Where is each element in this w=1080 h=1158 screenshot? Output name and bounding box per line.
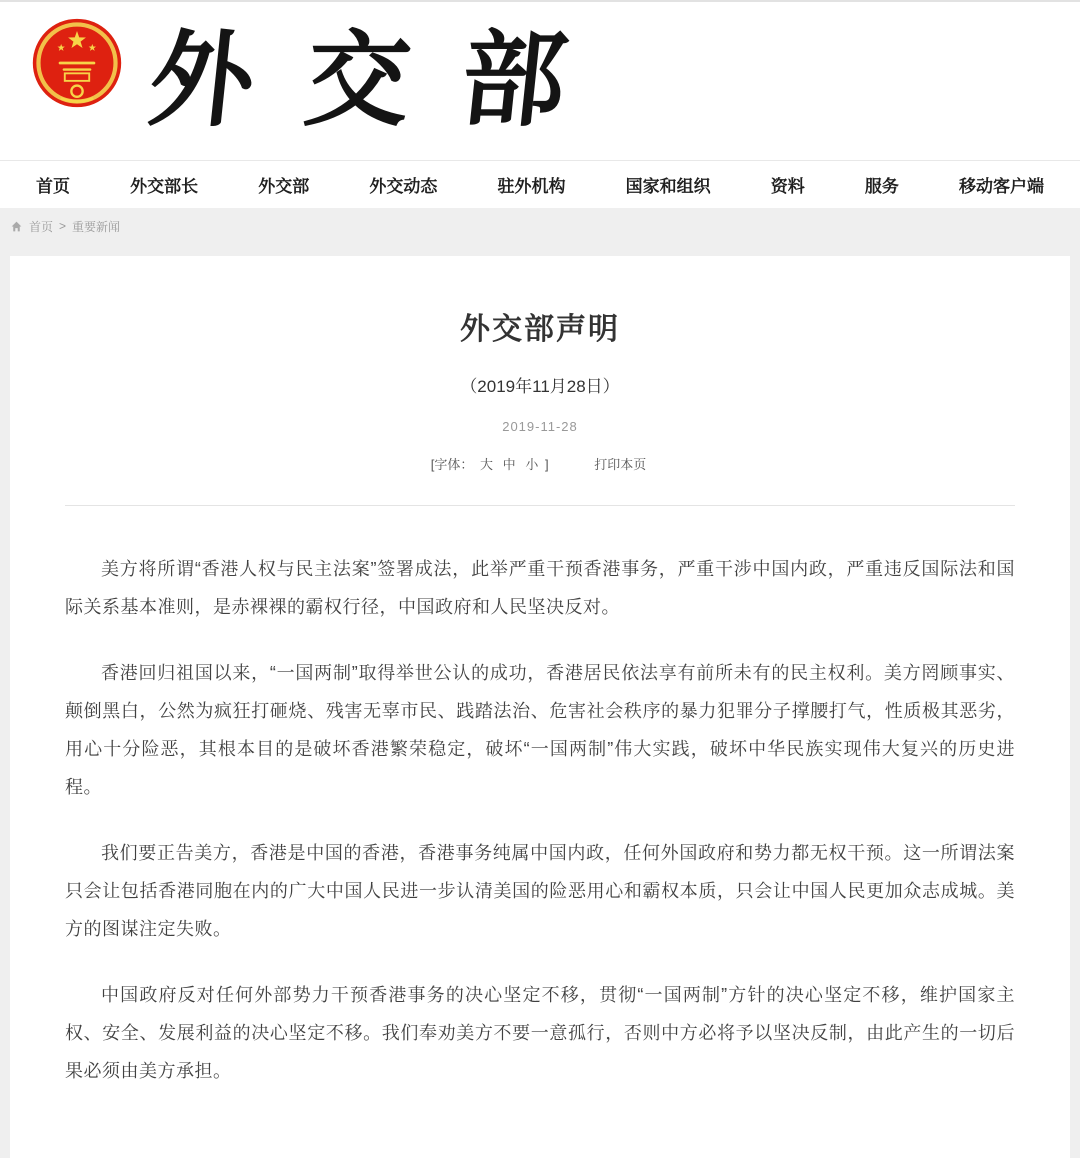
article-body <box>65 550 1015 1090</box>
font-size-medium-button[interactable]: 中 <box>502 457 516 472</box>
font-size-large-button[interactable]: 大 <box>480 457 494 472</box>
national-emblem <box>30 16 124 110</box>
breadcrumb-home-link[interactable]: 首页 <box>29 219 54 234</box>
article-toolbar <box>65 454 1015 473</box>
breadcrumb-current-link[interactable]: 重要新闻 <box>72 219 121 234</box>
divider <box>65 505 1015 506</box>
main-navigation <box>0 160 1080 208</box>
font-size-prefix: [字体： <box>430 457 474 472</box>
nav-item-ministry[interactable]: 外交部 <box>258 177 310 196</box>
article-title: 外交部声明 <box>460 313 620 346</box>
nav-item-diplomatic-news[interactable]: 外交动态 <box>369 177 438 196</box>
article-paragraph: 我们要正告美方，香港是中国的香港，香港事务纯属中国内政，任何外国政府和势力都无权干预。这一所谓法案只会让包括香港同胞在内的广大中国人民进一步认清美国的险恶用心和霸权本质，只会让中国人民更加众志成城。美方的图谋注定失败。 <box>65 843 1015 939</box>
nav-item-countries-organizations[interactable]: 国家和组织 <box>625 177 711 196</box>
nav-item-resources[interactable]: 资料 <box>770 177 805 196</box>
article-date: 2019-11-28 <box>502 419 578 434</box>
nav-item-services[interactable]: 服务 <box>864 177 899 196</box>
site-header <box>0 2 1080 160</box>
article-paragraph: 美方将所谓“香港人权与民主法案”签署成法，此举严重干预香港事务，严重干涉中国内政，严重违反国际法和国际关系基本准则，是赤裸裸的霸权行径，中国政府和人民坚决反对。 <box>65 559 1015 617</box>
nav-item-overseas-missions[interactable]: 驻外机构 <box>497 177 566 196</box>
article-paragraph: 香港回归祖国以来，“一国两制”取得举世公认的成功，香港居民依法享有前所未有的民主权利。美方罔顾事实、颠倒黑白，公然为疯狂打砸烧、残害无辜市民、践踏法治、危害社会秩序的暴力犯罪分子撑腰打气，性质极其恶劣，用心十分险恶，其根本目的是破坏香港繁荣稳定，破坏“一国两制”伟大实践，破坏中华民族实现伟大复兴的历史进程。 <box>65 663 1015 797</box>
nav-item-mobile-client[interactable]: 移动客户端 <box>959 177 1044 196</box>
nav-item-home[interactable]: 首页 <box>36 177 70 196</box>
breadcrumb <box>0 208 1080 244</box>
article-paragraph: 中国政府反对任何外部势力干预香港事务的决心坚定不移，贯彻“一国两制”方针的决心坚定不移，维护国家主权、安全、发展利益的决心坚定不移。我们奉劝美方不要一意孤行，否则中方必将予以坚决反制，由此产生的一切后果必须由美方承担。 <box>65 985 1015 1081</box>
breadcrumb-separator: > <box>59 219 67 233</box>
home-icon <box>10 220 23 233</box>
font-size-small-button[interactable]: 小 <box>525 457 539 472</box>
nav-item-foreign-minister[interactable]: 外交部长 <box>130 177 199 196</box>
mfa-calligraphy-logo[interactable]: 外交部 <box>143 18 625 141</box>
article-card <box>10 256 1070 1158</box>
national-emblem-icon <box>30 16 124 110</box>
article-subtitle: （2019年11月28日） <box>460 377 620 396</box>
font-size-suffix: ] <box>544 457 549 472</box>
print-page-button[interactable]: 打印本页 <box>594 457 647 472</box>
